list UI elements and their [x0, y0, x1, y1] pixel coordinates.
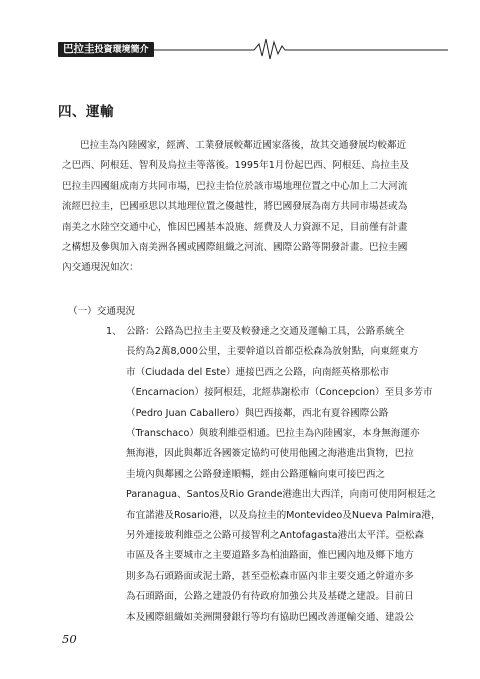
item-line: （Pedro Juan Caballero）與巴西接鄰，西北有夏谷國際公路	[126, 407, 389, 419]
header-subtitle: 投資環境簡介	[94, 45, 149, 55]
item-line: （Encarnacion）接阿根廷，北經恭謝松市（Concepcion）至貝多芳市	[126, 387, 433, 399]
item-body	[126, 322, 441, 628]
intro-line: 之構想及參與加入南美洲各國或國際組織之河流、國際公路等開發計畫。巴拉圭國	[62, 242, 408, 254]
item-line: 圭境內與鄰國之公路發達順暢，經由公路運輸向東可接巴西之	[126, 468, 386, 480]
item-line: 無海港，因此與鄰近各國簽定協約可使用他國之海港進出貨物，巴拉	[126, 448, 414, 460]
page-number: 50	[62, 632, 77, 646]
subsection-heading: （一）交通現況	[68, 306, 136, 317]
item-line: 為石頭路面，公路之建設仍有待政府加強公共及基礎之建設。目前日	[126, 591, 414, 603]
item-line: 長約為2萬8,000公里，主要幹道以首都亞松森為放射點，向東經東方	[126, 346, 419, 358]
item-line: 則多為石頭路面或泥土路，甚至亞松森市區內非主要交通之幹道亦多	[126, 570, 414, 582]
item-line: 本及國際組織如美洲開發銀行等均有協助巴國改善運輸交通、建設公	[126, 611, 414, 623]
item-line: 市區及各主要城市之主要道路多為柏油路面，惟巴國內地及鄉下地方	[126, 550, 414, 562]
item-line: 布宜諾港及Rosario港，以及烏拉圭的Montevideo及Nueva Palmira港，	[126, 509, 441, 521]
intro-line: 南美之水陸空交通中心，惟因巴國基本設施、經費及人力資源不足，目前僅有計畫	[62, 221, 408, 233]
item-line: Paranagua、Santos及Rio Grande港進出大西洋，向南可使用阿根廷之	[126, 489, 437, 501]
item-line: （Transchaco）與玻利維亞相通。巴拉圭為內陸國家，本身無海運亦	[126, 428, 420, 440]
item-number: 1、	[106, 326, 122, 337]
header-brand: 巴拉圭	[63, 43, 95, 55]
item-line: 另外連接玻利維亞之公路可接智利之Antofagasta港出太平洋。亞松森	[126, 530, 424, 542]
intro-line: 內交通現況如次：	[62, 262, 139, 274]
intro-line: 巴拉圭四國組成南方共同市場，巴拉圭恰位於該市場地理位置之中心加上二大河流	[62, 180, 408, 192]
intro-line: 之巴西、阿根廷、智利及烏拉圭等落後。1995年1月份起巴西、阿根廷、烏拉圭及	[62, 160, 410, 172]
intro-line: 巴拉圭為內陸國家，經濟、工業發展較鄰近國家落後，故其交通發展均較鄰近	[80, 140, 407, 151]
header-title-badge	[58, 42, 154, 57]
section-title: 四、運輸	[58, 104, 114, 120]
item-line: 市（Ciudada del Este）連接巴西之公路，向南經英格那松市	[126, 366, 390, 378]
running-header	[58, 36, 448, 62]
item-line: 公路：公路為巴拉圭主要及較發達之交通及運輸工具，公路系統全	[126, 326, 405, 337]
intro-paragraph	[62, 136, 420, 279]
intro-line: 流經巴拉圭，巴國亟思以其地理位置之優越性，將巴國發展為南方共同市場甚或為	[62, 201, 408, 213]
